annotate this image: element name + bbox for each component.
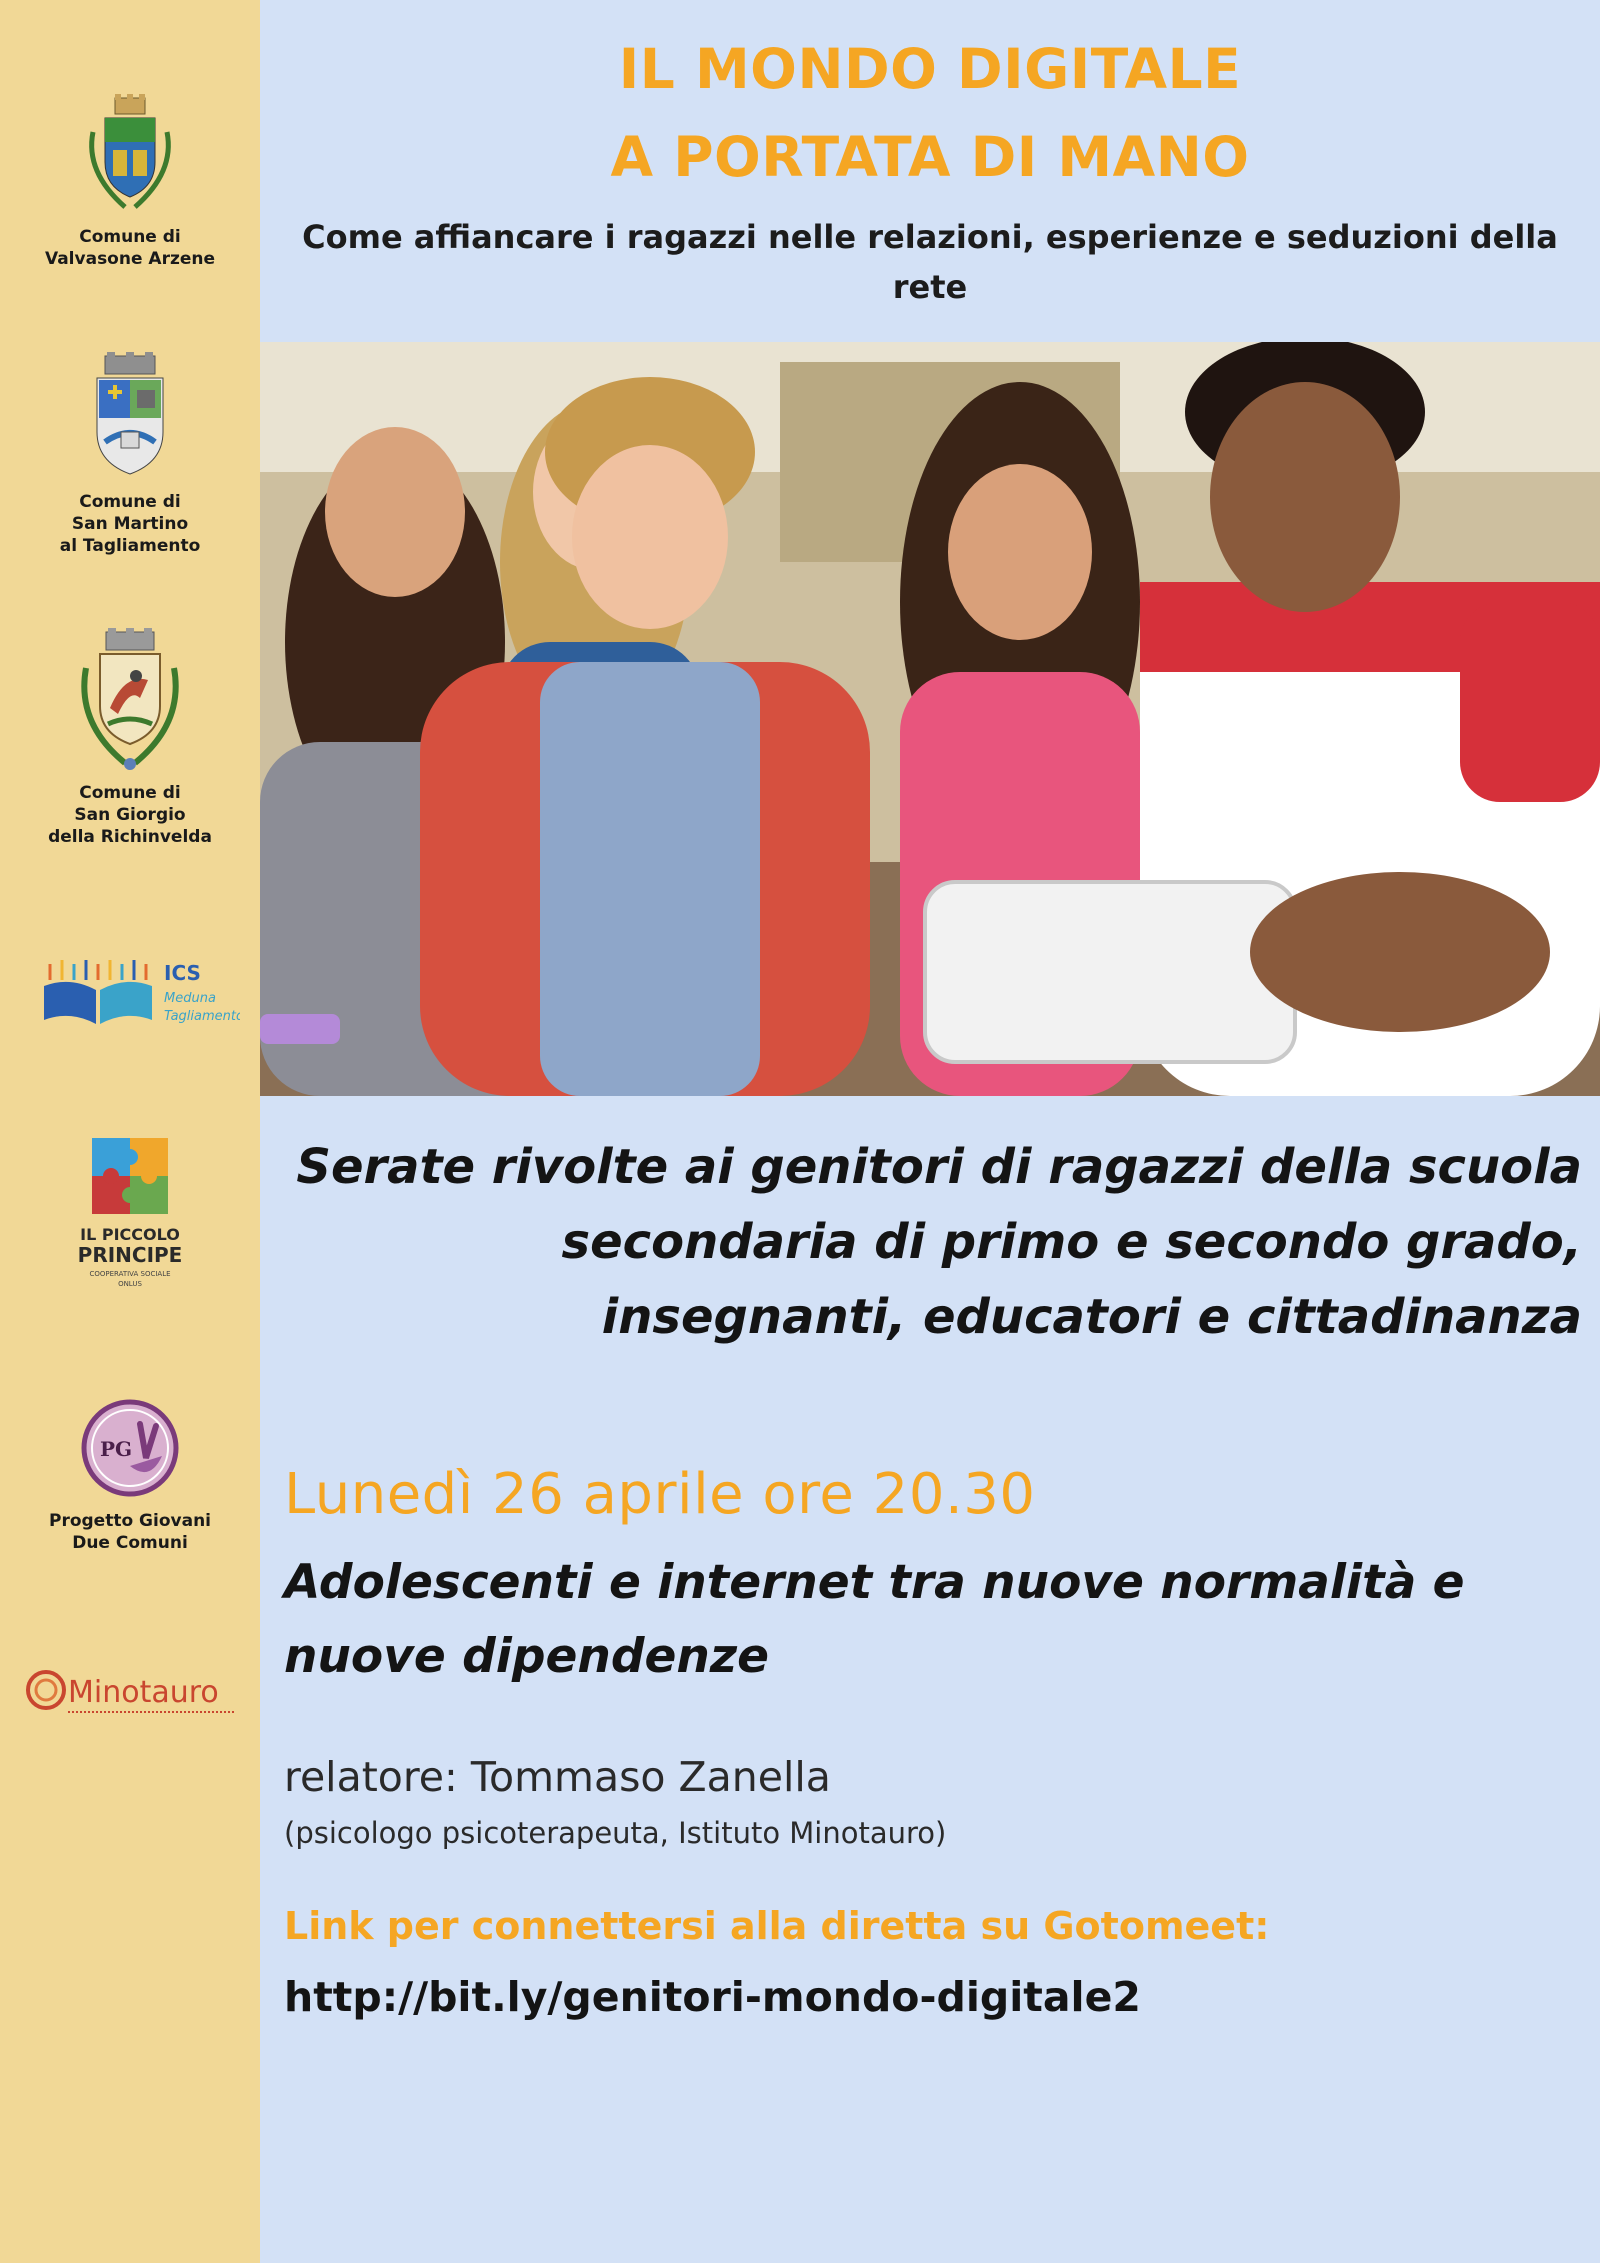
speaker-prefix: relatore: <box>284 1753 458 1801</box>
main-content <box>260 0 1600 2263</box>
page-title-line-1: IL MONDO DIGITALE <box>618 37 1242 101</box>
svg-text:Minotauro: Minotauro <box>68 1675 219 1710</box>
svg-text:Tagliamento: Tagliamento <box>164 1009 240 1024</box>
school-logo-icon <box>20 950 240 1030</box>
pg-logo-icon <box>70 1396 190 1506</box>
coat-of-arms-icon <box>70 628 190 778</box>
logo-valvasone-arzene <box>0 92 260 270</box>
speaker-line <box>284 1753 831 1801</box>
logo-caption: Progetto Giovani Due Comuni <box>48 1511 211 1553</box>
hero-photo <box>260 342 1600 1096</box>
svg-text:PRINCIPE: PRINCIPE <box>77 1243 183 1267</box>
logo-piccolo-principe <box>0 1128 260 1302</box>
meeting-link[interactable]: http://bit.ly/genitori-mondo-digitale2 <box>284 1973 1141 2021</box>
sponsor-sidebar <box>0 0 260 2263</box>
svg-text:ICS: ICS <box>164 961 201 985</box>
logo-minotauro <box>0 1662 260 1726</box>
svg-text:COOPERATIVA SOCIALE: COOPERATIVA SOCIALE <box>89 1270 171 1278</box>
link-label: Link per connettersi alla diretta su Gotomeet: <box>284 1904 1270 1948</box>
logo-caption: Comune di Valvasone Arzene <box>44 227 216 269</box>
teens-selfie-image <box>260 342 1600 1096</box>
logo-ics-meduna <box>0 950 260 1034</box>
svg-text:PG: PG <box>99 1437 133 1461</box>
page-title-line-2: A PORTATA DI MANO <box>610 125 1250 189</box>
svg-text:Meduna: Meduna <box>164 991 216 1006</box>
minotauro-logo-icon <box>10 1662 250 1722</box>
speaker-name: Tommaso Zanella <box>470 1753 831 1801</box>
logo-san-martino <box>0 352 260 557</box>
puzzle-logo-icon <box>70 1128 190 1298</box>
target-audience-text: Serate rivolte ai genitori di ragazzi della scuola secondaria di primo e secondo grado, insegnanti, educatori e cittadinanza <box>296 1139 1582 1345</box>
coat-of-arms-icon <box>75 92 185 222</box>
svg-text:IL PICCOLO: IL PICCOLO <box>80 1225 180 1244</box>
coat-of-arms-icon <box>75 352 185 487</box>
page-subtitle: Come affiancare i ragazzi nelle relazioni, esperienze e seduzioni della rete <box>302 218 1558 306</box>
speaker-role: (psicologo psicoterapeuta, Istituto Minotauro) <box>284 1816 947 1850</box>
svg-text:ONLUS: ONLUS <box>118 1280 142 1288</box>
logo-caption: Comune di San Martino al Tagliamento <box>59 492 201 556</box>
talk-title: Adolescenti e internet tra nuove normalità e nuove dipendenze <box>284 1555 1465 1684</box>
logo-progetto-giovani <box>0 1396 260 1554</box>
logo-san-giorgio <box>0 628 260 848</box>
event-date: Lunedì 26 aprile ore 20.30 <box>284 1462 1036 1527</box>
logo-caption: Comune di San Giorgio della Richinvelda <box>48 783 212 847</box>
